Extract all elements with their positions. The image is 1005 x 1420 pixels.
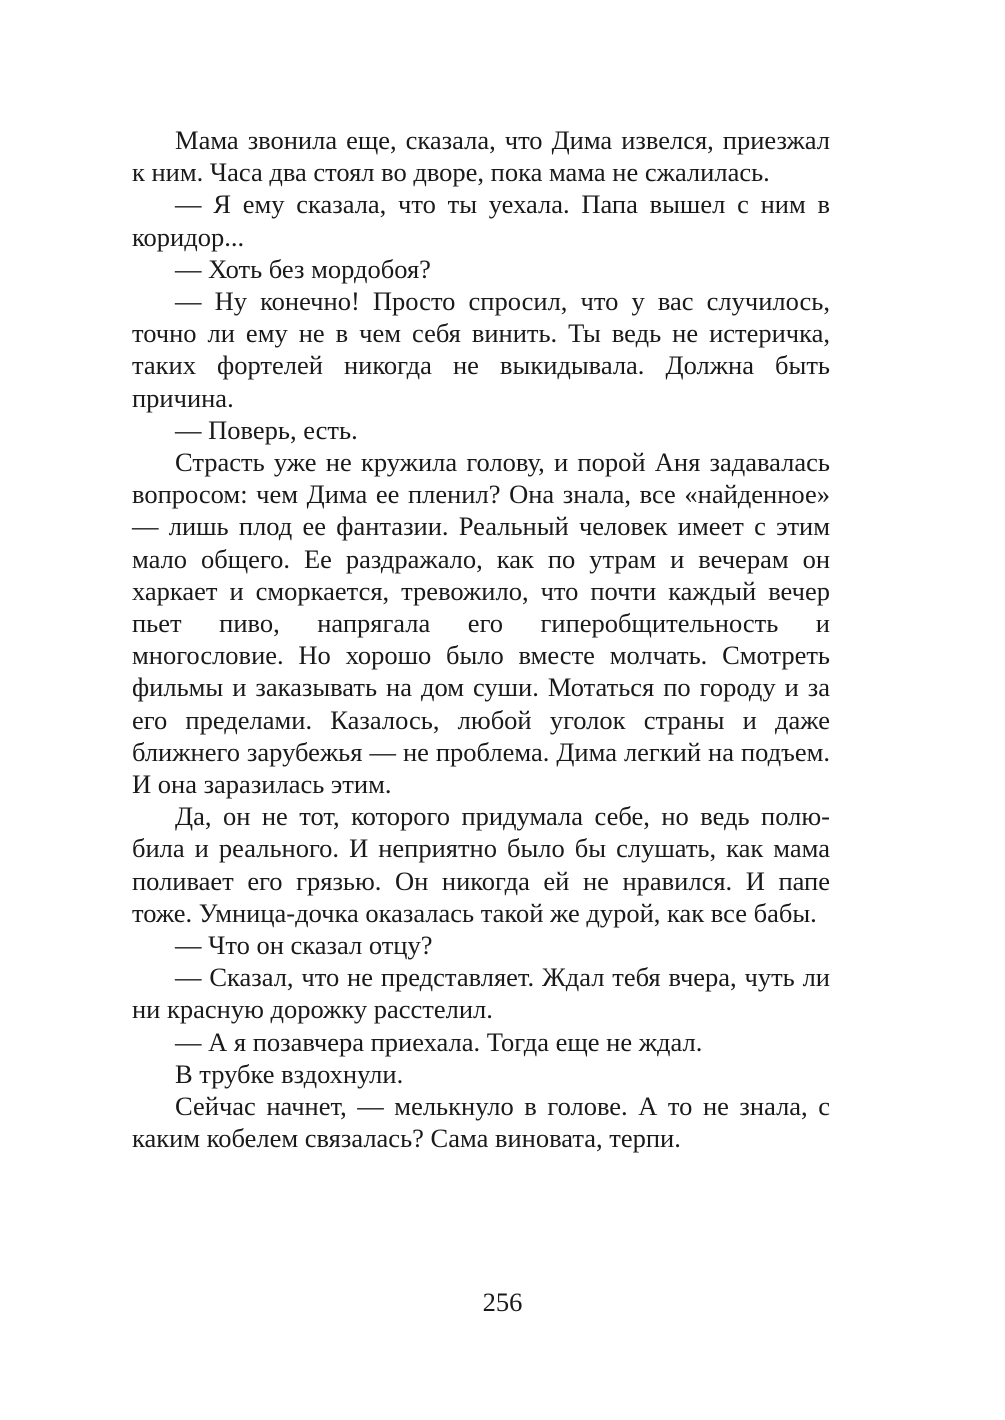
paragraph: — А я позавчера приехала. Тогда еще не ждал. (175, 1026, 703, 1057)
paragraph: Страсть уже не кружила голову, и порой Аня задавалась вопросом: чем Дима ее пленил? Она знала, все «найденное» — лишь плод ее фантазии. Реальный человек имеет с этим мало общего. Ее раздражало, как по утрам и вечерам он харкает и сморкается, тревожило, что почти каждый вечер пьет пиво, напрягала его гиперобщительность и многословие. Но хорошо было вместе молчать. Смотреть фильмы и заказывать на дом суши. Мотаться по городу и за его пределами. Казалось, любой уголок страны и даже ближнего зарубежья — не проблема. Дима легкий на подъем. И она заразилась этим. (132, 447, 830, 800)
paragraph: — Я ему сказала, что ты уехала. Папа вышел с ним в коридор... (132, 189, 830, 252)
paragraph: — Хоть без мордобоя? (175, 253, 431, 284)
paragraph: — Ну конечно! Просто спросил, что у вас случилось, точно ли ему не в чем себя винить. Ты ведь не истеричка, таких фортелей никогда не выкидывала. Должна быть причина. (132, 286, 830, 413)
paragraph: Мама звонила еще, сказала, что Дима извелся, приезжал к ним. Часа два стоял во дворе, пока мама не сжалилась. (132, 125, 830, 188)
paragraph: — Что он сказал отцу? (175, 930, 433, 961)
paragraph: Да, он не тот, которого придумала себе, но ведь полюбила и реального. И неприятно было бы слушать, как мама поливает его грязью. Он никогда ей не нравился. И папе тоже. Умница-дочка оказалась такой же дурой, как все бабы. (132, 801, 830, 928)
paragraph: В трубке вздохнули. (175, 1058, 404, 1089)
paragraph: Сейчас начнет, — мелькнуло в голове. А то не знала, с каким кобелем связалась? Сама виновата, терпи. (132, 1091, 830, 1154)
paragraph: — Поверь, есть. (175, 414, 358, 445)
body-text (132, 124, 830, 1155)
page-number: 256 (482, 1287, 523, 1317)
paragraph: — Сказал, что не представляет. Ждал тебя вчера, чуть ли ни красную дорожку расстелил. (132, 962, 830, 1025)
